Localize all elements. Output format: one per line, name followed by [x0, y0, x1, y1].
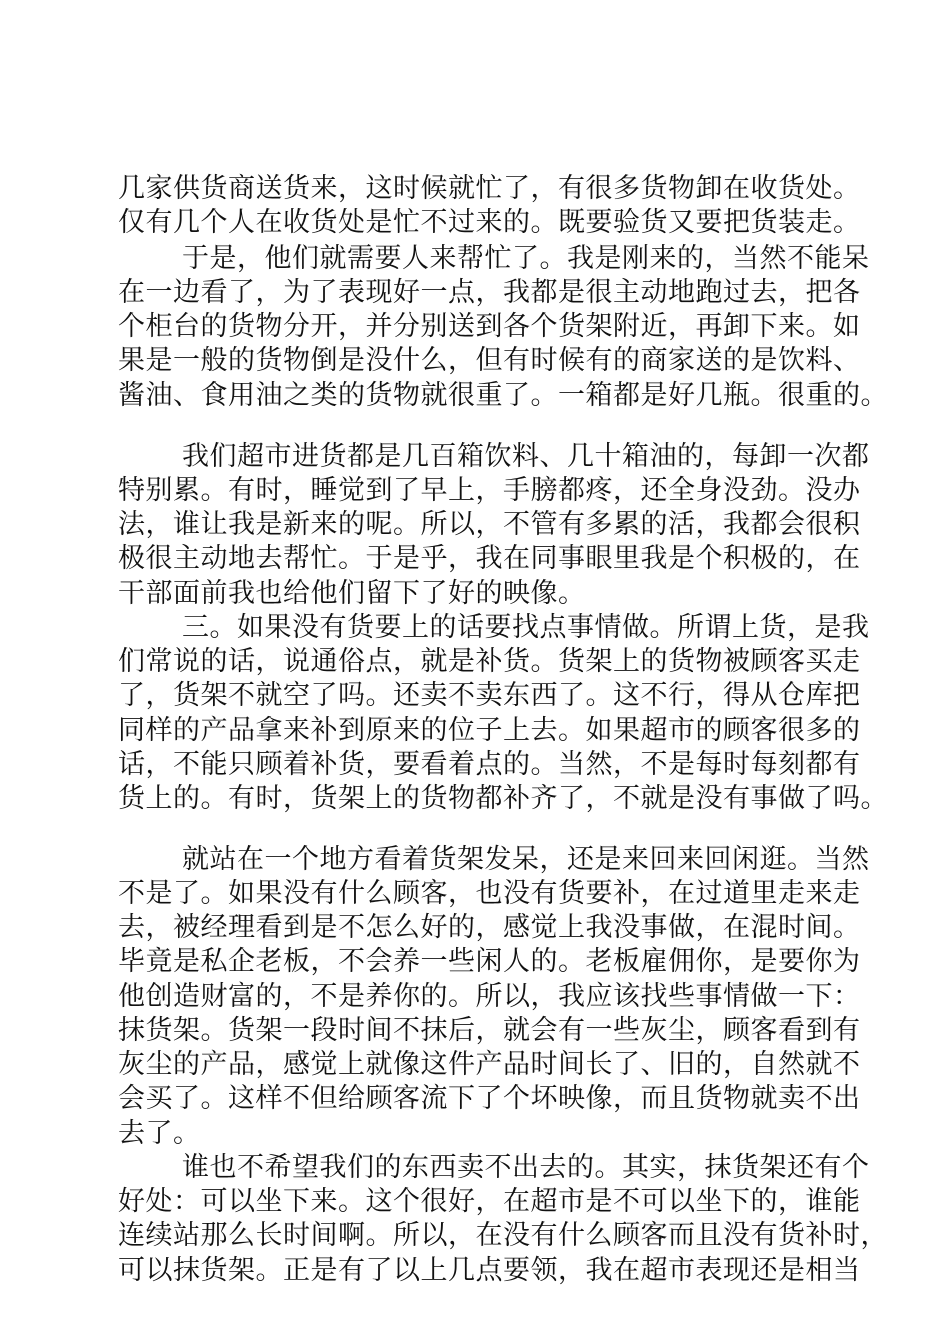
text-line: 可以抹货架。正是有了以上几点要领，我在超市表现还是相当: [118, 1255, 861, 1286]
text-line: 谁也不希望我们的东西卖不出去的。其实，抹货架还有个: [182, 1152, 870, 1183]
text-line: 话，不能只顾着补货，要看着点的。当然，不是每时每刻都有: [118, 749, 861, 780]
text-line: 在一边看了，为了表现好一点，我都是很主动地跑过去，把各: [118, 277, 861, 308]
text-line: 好处：可以坐下来。这个很好，在超市是不可以坐下的，谁能: [118, 1186, 861, 1217]
text-line: 们常说的话，说通俗点，就是补货。货架上的货物被顾客买走: [118, 646, 861, 677]
text-line: 酱油、食用油之类的货物就很重了。一箱都是好几瓶。很重的。: [118, 380, 888, 411]
text-line: 果是一般的货物倒是没什么，但有时候有的商家送的是饮料、: [118, 345, 861, 376]
text-line: 抹货架。货架一段时间不抹后，就会有一些灰尘，顾客看到有: [118, 1015, 861, 1046]
text-line: 同样的产品拿来补到原来的位子上去。如果超市的顾客很多的: [118, 715, 861, 746]
text-line: 几家供货商送货来，这时候就忙了，有很多货物卸在收货处。: [118, 173, 861, 204]
text-line: 去了。: [118, 1118, 201, 1149]
text-line: 灰尘的产品，感觉上就像这件产品时间长了、旧的，自然就不: [118, 1049, 861, 1080]
text-line: 就站在一个地方看着货架发呆，还是来回来回闲逛。当然: [182, 844, 870, 875]
text-line: 货上的。有时，货架上的货物都补齐了，不就是没有事做了吗。: [118, 783, 888, 814]
text-line: 不是了。如果没有什么顾客，也没有货要补，在过道里走来走: [118, 878, 861, 909]
text-line: 去，被经理看到是不怎么好的，感觉上我没事做，在混时间。: [118, 912, 861, 943]
text-line: 他创造财富的，不是养你的。所以，我应该找些事情做一下：: [118, 981, 861, 1012]
text-line: 仅有几个人在收货处是忙不过来的。既要验货又要把货装走。: [118, 207, 861, 238]
text-line: 连续站那么长时间啊。所以，在没有什么顾客而且没有货补时，: [118, 1220, 888, 1251]
text-line: 法，谁让我是新来的呢。所以，不管有多累的活，我都会很积: [118, 509, 861, 540]
text-line: 我们超市进货都是几百箱饮料、几十箱油的，每卸一次都: [182, 441, 870, 472]
text-line: 三。如果没有货要上的话要找点事情做。所谓上货，是我: [182, 612, 870, 643]
text-line: 特别累。有时，睡觉到了早上，手膀都疼，还全身没劲。没办: [118, 475, 861, 506]
text-line: 会买了。这样不但给顾客流下了个坏映像，而且货物就卖不出: [118, 1083, 861, 1114]
text-line: 毕竟是私企老板，不会养一些闲人的。老板雇佣你，是要你为: [118, 946, 861, 977]
text-line: 于是，他们就需要人来帮忙了。我是刚来的，当然不能呆: [182, 243, 870, 274]
text-line: 极很主动地去帮忙。于是乎，我在同事眼里我是个积极的，在: [118, 543, 861, 574]
text-line: 干部面前我也给他们留下了好的映像。: [118, 578, 586, 609]
text-line: 个柜台的货物分开，并分别送到各个货架附近，再卸下来。如: [118, 311, 861, 342]
text-line: 了，货架不就空了吗。还卖不卖东西了。这不行，得从仓库把: [118, 680, 861, 711]
